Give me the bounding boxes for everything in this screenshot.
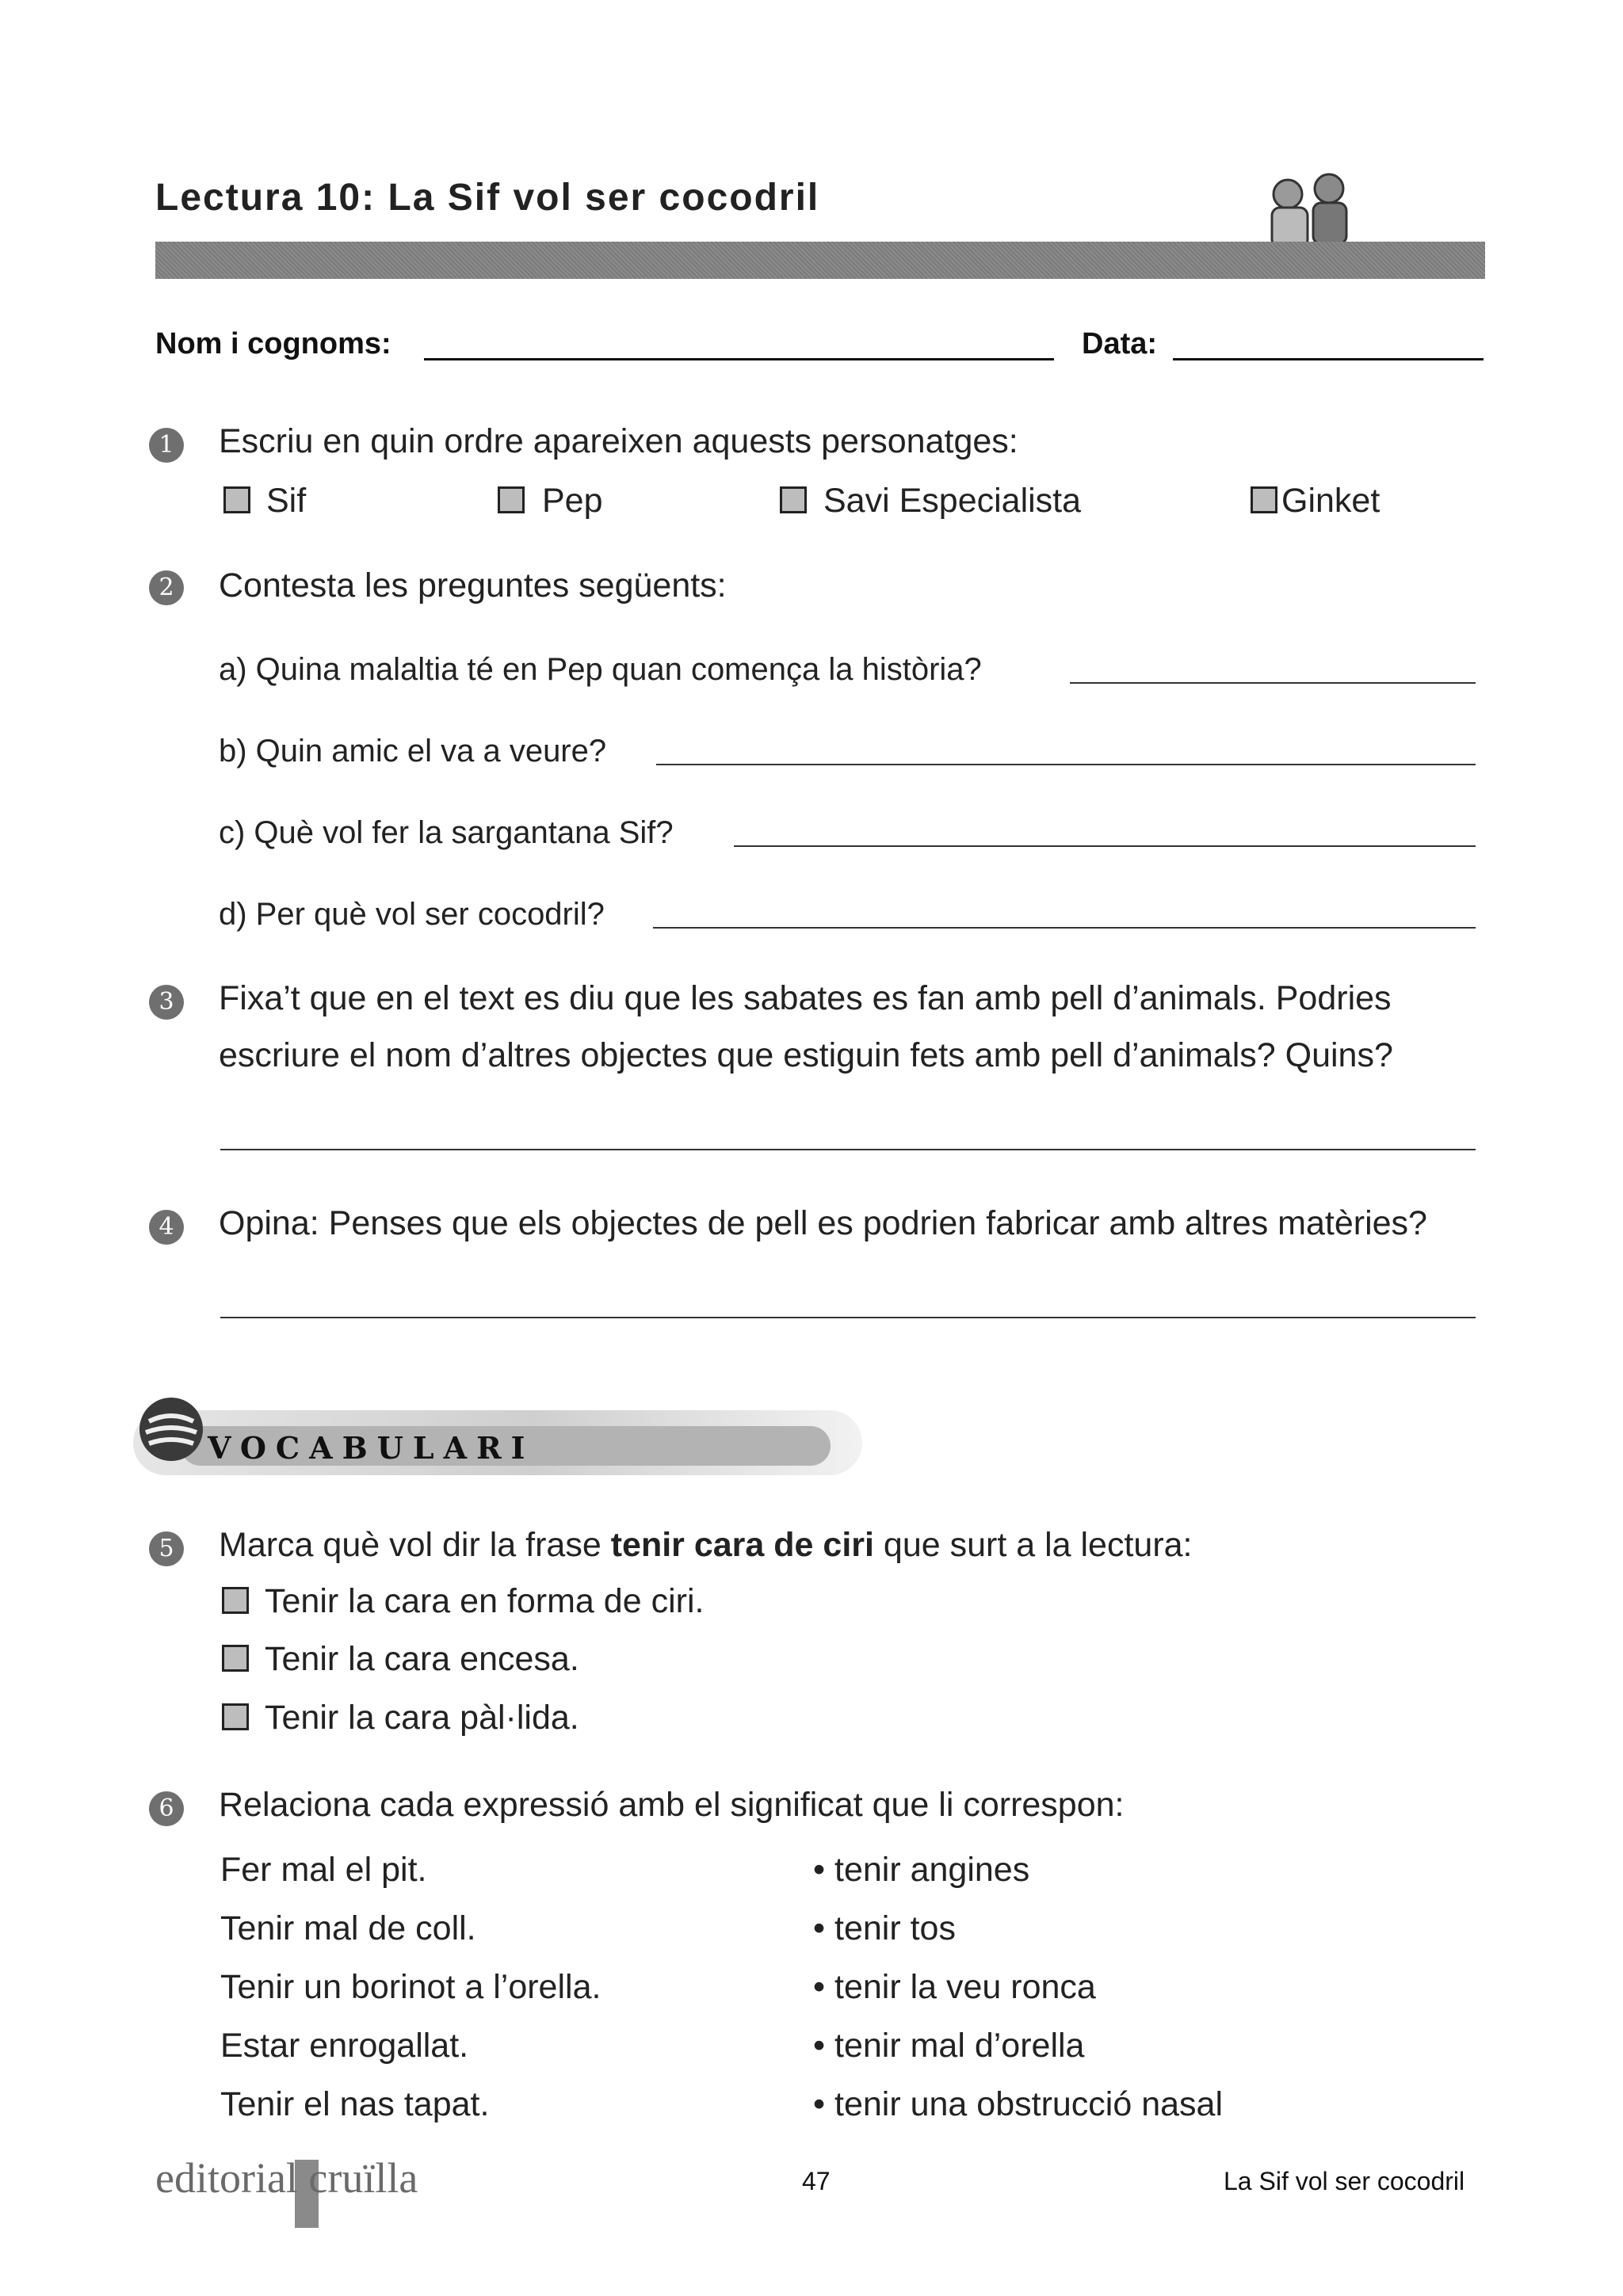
answer-line-2a[interactable]: [1070, 682, 1476, 684]
expression-2: Tenir mal de coll.: [220, 1909, 476, 1947]
meaning-3[interactable]: • tenir la veu ronca: [813, 1968, 1096, 2006]
option-pep: Pep: [542, 482, 603, 520]
checkbox-option-5b[interactable]: [222, 1645, 249, 1672]
question-number-5: 5: [149, 1531, 184, 1566]
vocabulary-heading: VOCABULARI: [208, 1430, 535, 1466]
meaning-4[interactable]: • tenir mal d’orella: [813, 2027, 1085, 2065]
meaning-5[interactable]: • tenir una obstrucció nasal: [813, 2085, 1224, 2123]
option-5b: Tenir la cara encesa.: [265, 1640, 579, 1678]
checkbox-option-5a[interactable]: [222, 1587, 249, 1614]
page-title: Lectura 10: La Sif vol ser cocodril: [155, 177, 820, 219]
question-2b-text: b) Quin amic el va a veure?: [219, 734, 607, 769]
answer-line-2b[interactable]: [656, 764, 1476, 765]
question-5-phrase: tenir cara de ciri: [610, 1526, 874, 1564]
meaning-1[interactable]: • tenir angines: [813, 1851, 1030, 1889]
expression-1: Fer mal el pit.: [220, 1851, 427, 1889]
checkbox-sif[interactable]: [223, 486, 250, 513]
question-4-text: Opina: Penses que els objectes de pell es podrien fabricar amb altres matèries?: [219, 1204, 1427, 1242]
checkbox-savi-especialista[interactable]: [780, 486, 807, 513]
option-ginket: Ginket: [1281, 482, 1381, 520]
meaning-2[interactable]: • tenir tos: [813, 1909, 956, 1947]
checkbox-option-5c[interactable]: [222, 1703, 249, 1730]
checkbox-ginket[interactable]: [1251, 486, 1277, 513]
question-5-text-start: Marca què vol dir la frase: [219, 1526, 611, 1564]
option-sif: Sif: [266, 482, 307, 520]
title-bar: [155, 242, 1485, 279]
question-number-4: 4: [149, 1210, 184, 1245]
running-title: La Sif vol ser cocodril: [1224, 2167, 1465, 2195]
question-5-text-end: que surt a la lectura:: [873, 1526, 1193, 1564]
date-field[interactable]: [1173, 358, 1484, 360]
option-savi-especialista: Savi Especialista: [823, 482, 1082, 520]
question-3-line-1: Fixa’t que en el text es diu que les sabates es fan amb pell d’animals. Podries: [219, 979, 1392, 1017]
expression-4: Estar enrogallat.: [220, 2027, 469, 2065]
option-5a: Tenir la cara en forma de ciri.: [265, 1582, 705, 1620]
question-number-3: 3: [149, 985, 184, 1020]
name-label: Nom i cognoms:: [155, 327, 391, 360]
question-number-1: 1: [149, 428, 184, 463]
expression-3: Tenir un borinot a l’orella.: [220, 1968, 601, 2006]
question-number-6: 6: [149, 1791, 184, 1826]
option-5c: Tenir la cara pàl·lida.: [265, 1699, 579, 1737]
checkbox-pep[interactable]: [498, 486, 525, 513]
answer-line-4[interactable]: [220, 1317, 1476, 1318]
publisher-logo: editorial cruïlla: [155, 2154, 418, 2202]
answer-line-2d[interactable]: [653, 927, 1476, 929]
question-2d-text: d) Per què vol ser cocodril?: [219, 897, 605, 932]
date-label: Data:: [1082, 327, 1158, 360]
question-2a-text: a) Quina malaltia té en Pep quan comença la història?: [219, 652, 982, 687]
question-1-text: Escriu en quin ordre apareixen aquests personatges:: [219, 422, 1018, 460]
question-3-line-2: escriure el nom d’altres objectes que estiguin fets amb pell d’animals? Quins?: [219, 1036, 1393, 1074]
vocabulary-icon: [135, 1393, 208, 1466]
page-number: 47: [802, 2167, 831, 2195]
answer-line-3[interactable]: [220, 1149, 1476, 1150]
question-5-text: [219, 1526, 1193, 1565]
question-number-2: 2: [149, 570, 184, 605]
question-6-text: Relaciona cada expressió amb el significat que li correspon:: [219, 1786, 1125, 1824]
question-2c-text: c) Què vol fer la sargantana Sif?: [219, 815, 674, 850]
answer-line-2c[interactable]: [734, 845, 1476, 847]
expression-5: Tenir el nas tapat.: [220, 2085, 490, 2123]
name-field[interactable]: [424, 358, 1054, 360]
question-2-text: Contesta les preguntes següents:: [219, 566, 727, 605]
